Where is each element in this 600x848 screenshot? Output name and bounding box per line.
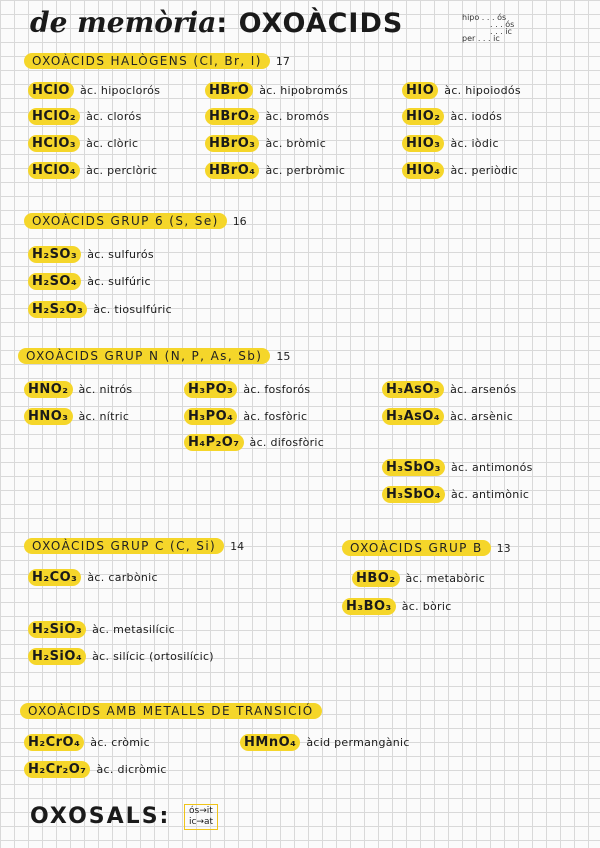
legend-line: . . . ós [490,20,515,29]
acid-entry [24,408,129,425]
acid-name: àc. tiosulfúric [93,303,173,316]
formula: HClO₃ [28,135,80,152]
acid-entry [24,381,132,398]
acid-name: àc. difosfòric [249,436,325,449]
formula: H₂Cr₂O₇ [24,761,90,778]
formula: H₂SO₄ [28,273,81,290]
formula: H₂CrO₄ [24,734,84,751]
oxosals-label: OXOSALS [30,804,160,829]
group-number: 16 [232,215,247,228]
formula: HBO₂ [352,570,400,587]
section-title: OXOÀCIDS GRUP 6 (S, Se) [24,213,227,229]
acid-entry [382,486,529,503]
acid-entry [342,598,452,615]
oxosals-heading [30,804,170,829]
suffix-rule: ic→at [189,817,214,827]
acid-name: àc. silícic (ortosilícic) [92,650,214,663]
acid-entry [184,434,324,451]
formula: HIO₃ [402,135,444,152]
acid-entry [402,82,521,99]
title-main: OXOÀCIDS [238,8,404,39]
acid-entry [24,761,167,778]
acid-name: àc. hipobromós [259,84,349,97]
acid-entry [28,162,157,179]
acid-entry [28,273,151,290]
formula: HIO [402,82,438,99]
acid-name: àc. antimonós [451,461,533,474]
formula: HNO₃ [24,408,73,425]
acid-entry [382,408,513,425]
acid-entry [205,135,326,152]
acid-entry [205,108,329,125]
acid-entry [184,408,307,425]
section-title: OXOÀCIDS GRUP B [342,540,491,556]
acid-entry [28,135,138,152]
formula: H₃SbO₄ [382,486,445,503]
acid-entry [205,162,345,179]
formula: H₃AsO₄ [382,408,444,425]
legend-line: . . . ic [490,27,512,36]
acid-entry [352,570,485,587]
acid-name: àc. metabòric [405,572,486,585]
acid-entry [28,301,172,318]
page-title [30,6,403,39]
acid-entry [205,82,348,99]
acid-name: àc. fosfòric [243,410,308,423]
section-title: OXOÀCIDS GRUP N (N, P, As, Sb) [18,348,270,364]
section-title: OXOÀCIDS AMB METALLS DE TRANSICIÓ [20,703,322,719]
acid-name: àc. sulfúric [87,275,151,288]
section-header-halogens [24,54,290,68]
formula: HBrO₂ [205,108,259,125]
formula: HClO [28,82,74,99]
acid-name: àc. metasilícic [92,623,176,636]
acid-name: àc. bòric [401,600,452,613]
formula: H₂SiO₃ [28,621,86,638]
acid-name: àc. carbònic [87,571,158,584]
formula: HIO₄ [402,162,444,179]
formula: HNO₂ [24,381,73,398]
formula: H₃PO₃ [184,381,237,398]
prefix-legend [462,14,514,42]
acid-name: àc. bròmic [265,137,327,150]
acid-name: àc. iòdic [450,137,499,150]
formula: H₂SO₃ [28,246,81,263]
acid-name: àc. periòdic [450,164,518,177]
legend-line: hipo . . . ós [462,13,507,22]
acid-name: àc. hipoclorós [79,84,161,97]
acid-entry [402,162,518,179]
formula: H₃AsO₃ [382,381,444,398]
formula: HBrO₃ [205,135,259,152]
acid-entry [28,246,154,263]
acid-name: àc. dicròmic [96,763,167,776]
acid-name: àcid permangànic [306,736,410,749]
group-number: 13 [496,542,511,555]
acid-name: àc. iodós [450,110,503,123]
formula: HClO₂ [28,108,80,125]
acid-entry [382,381,516,398]
group-number: 15 [276,350,291,363]
formula: H₂CO₃ [28,569,81,586]
acid-name: àc. perbròmic [265,164,346,177]
acid-name: àc. perclòric [86,164,158,177]
acid-name: àc. fosforós [243,383,311,396]
acid-name: àc. antimònic [451,488,530,501]
formula: H₄P₂O₇ [184,434,244,451]
title-script: de memòria [30,6,217,39]
acid-entry [402,135,499,152]
section-header-grup5 [18,349,290,363]
acid-name: àc. cròmic [90,736,150,749]
acid-name: àc. arsènic [450,410,514,423]
acid-entry [28,569,158,586]
acid-entry [184,381,310,398]
formula: H₃BO₃ [342,598,396,615]
formula: HMnO₄ [240,734,300,751]
acid-name: àc. nitrós [78,383,133,396]
acid-name: àc. hipoiodós [444,84,521,97]
section-header-grupb [342,541,511,555]
formula: H₃SbO₃ [382,459,445,476]
legend-line: per . . . ic [462,34,500,43]
section-header-grupc [24,539,244,553]
group-number: 17 [275,55,290,68]
acid-entry [28,621,175,638]
acid-entry [240,734,410,751]
section-title: OXOÀCIDS HALÒGENS (Cl, Br, I) [24,53,270,69]
formula: HIO₂ [402,108,444,125]
formula: H₂SiO₄ [28,648,86,665]
formula: H₃PO₄ [184,408,237,425]
title-colon: : [216,8,229,39]
formula: HClO₄ [28,162,80,179]
group-number: 14 [230,540,245,553]
acid-name: àc. clorós [86,110,142,123]
acid-entry [28,82,160,99]
acid-entry [28,648,214,665]
oxosals-colon: : [159,804,171,829]
section-header-transicio [20,704,322,718]
acid-entry [24,734,150,751]
formula: HBrO [205,82,253,99]
section-header-grup6 [24,214,247,228]
suffix-rule-box [184,804,218,830]
acid-entry [382,459,533,476]
section-title: OXOÀCIDS GRUP C (C, Si) [24,538,224,554]
formula: H₂S₂O₃ [28,301,87,318]
acid-entry [28,108,141,125]
suffix-rule: ós→it [189,806,213,816]
formula: HBrO₄ [205,162,259,179]
acid-name: àc. clòric [86,137,139,150]
acid-name: àc. bromós [265,110,330,123]
acid-name: àc. nítric [78,410,130,423]
acid-name: àc. arsenós [450,383,517,396]
acid-name: àc. sulfurós [87,248,154,261]
acid-entry [402,108,502,125]
